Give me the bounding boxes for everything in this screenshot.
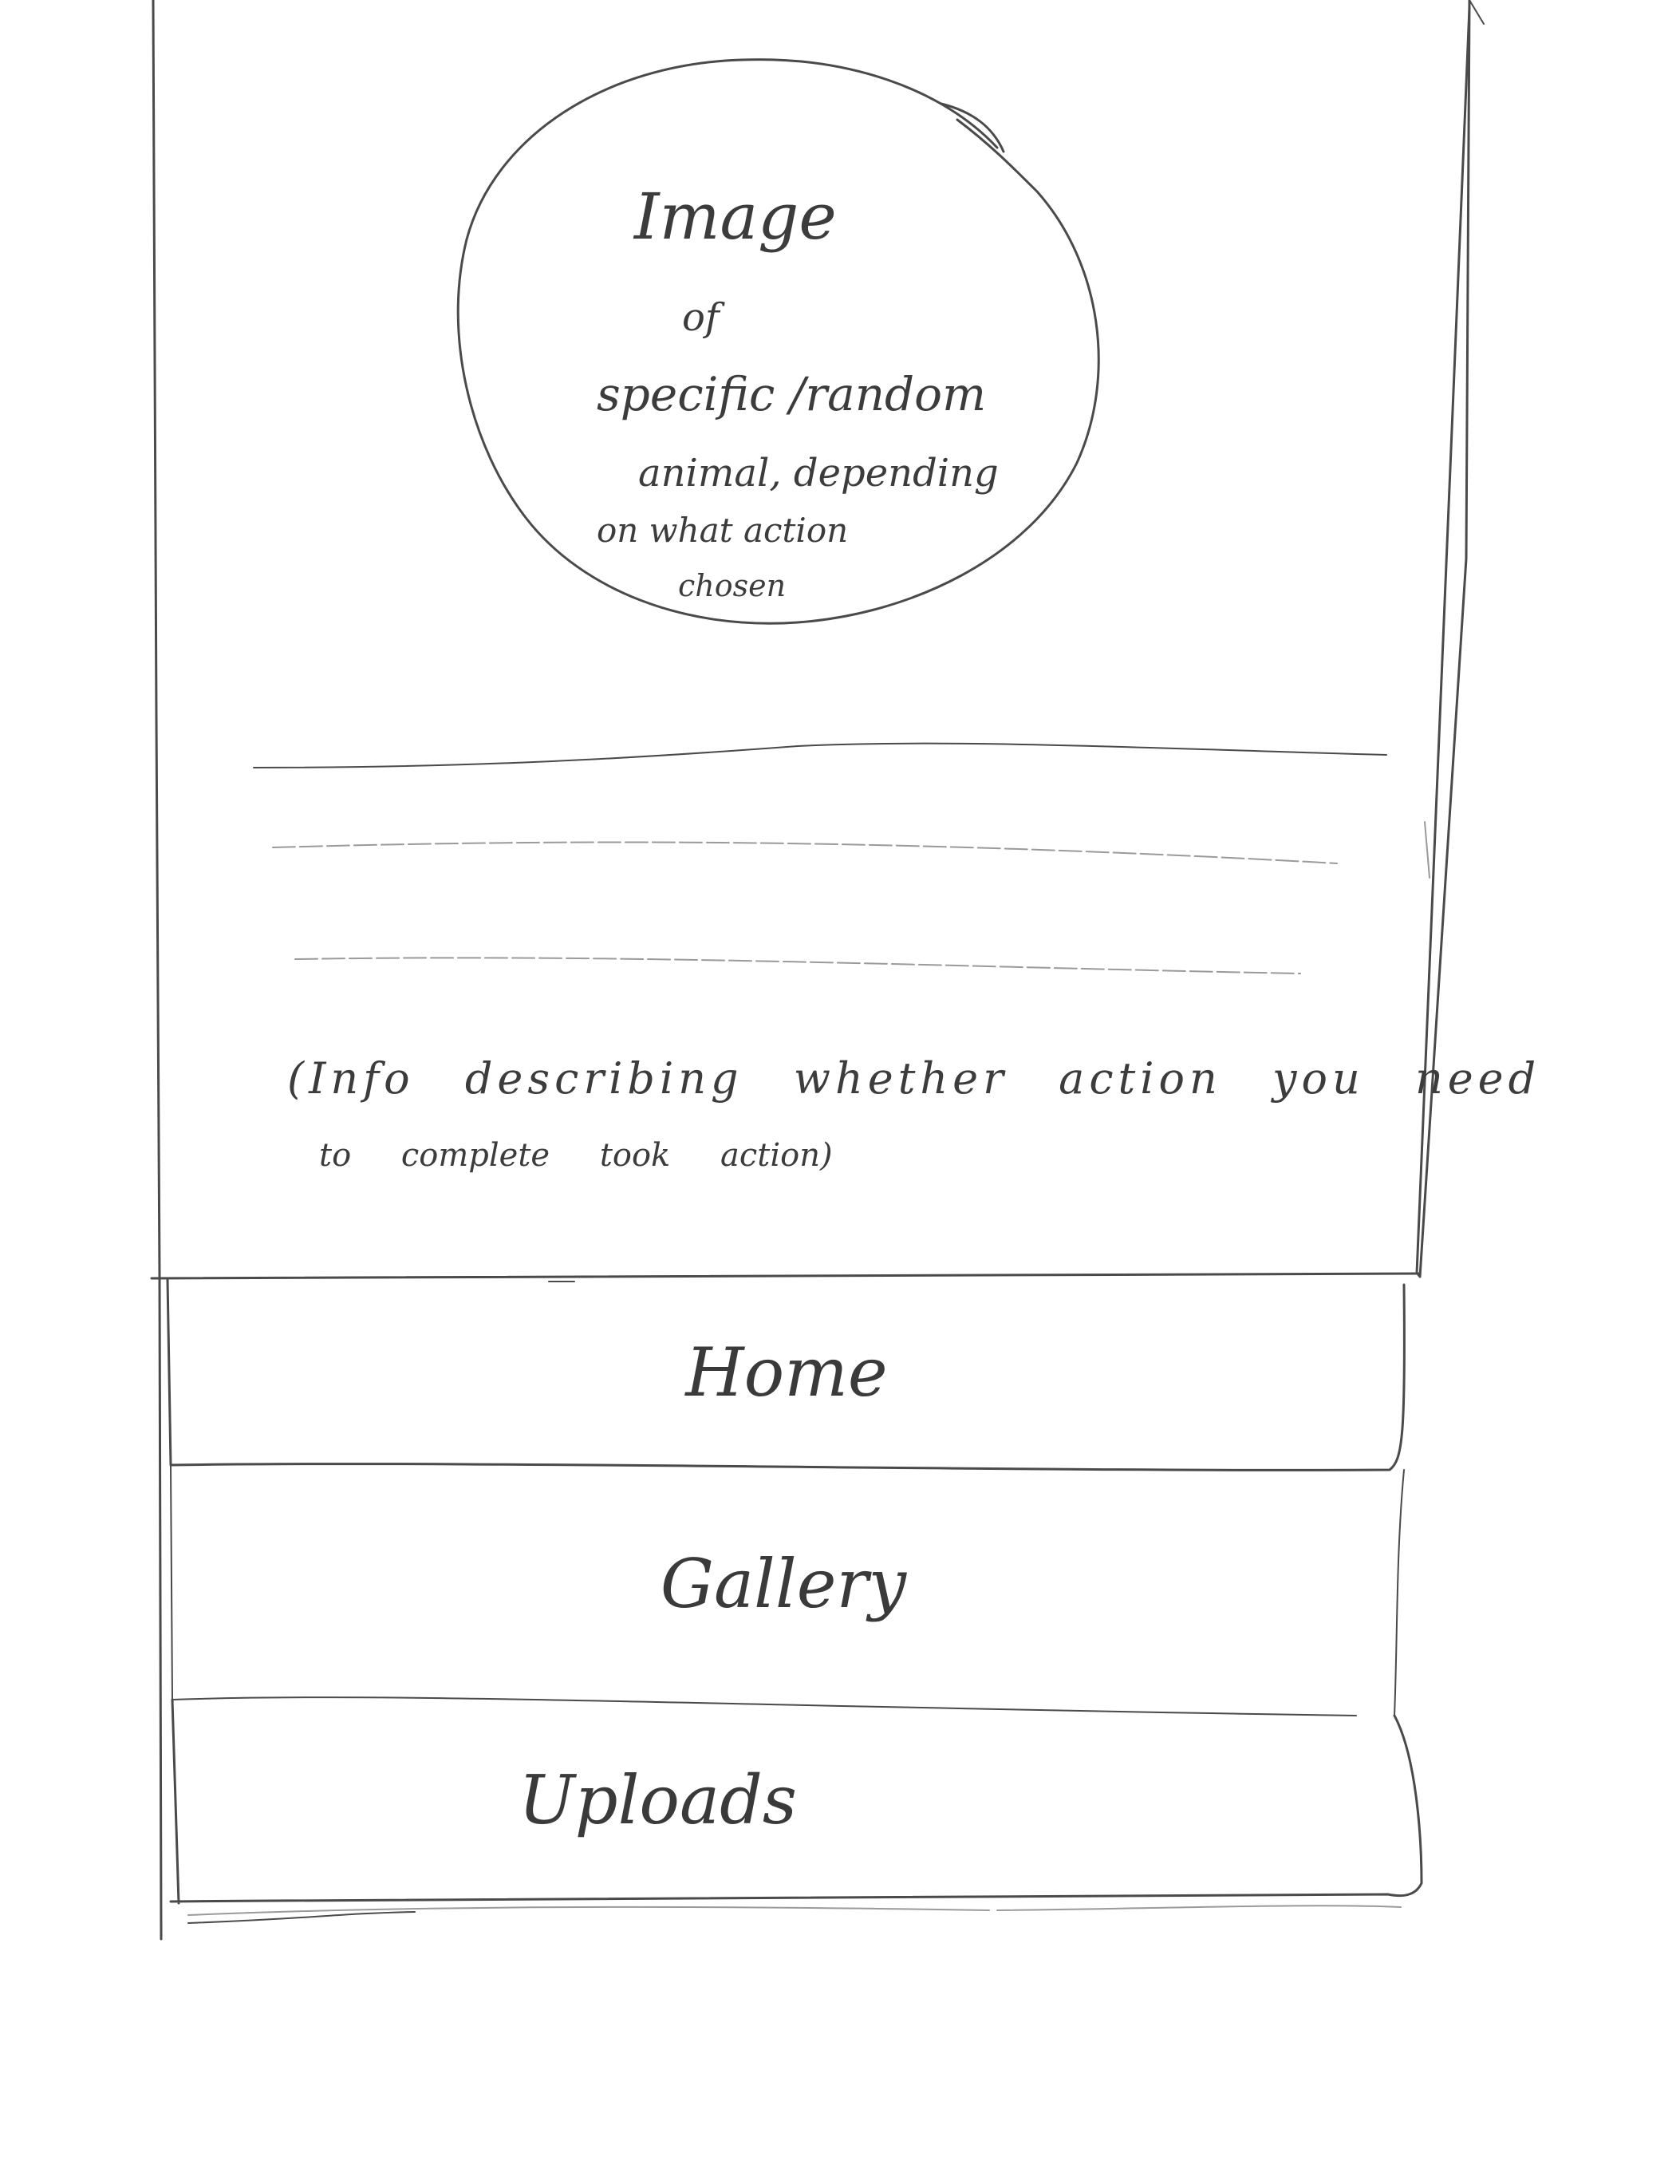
image-caption-line-4: animal, depending (638, 451, 999, 496)
image-caption-line-6: chosen (678, 568, 787, 603)
home-button-label: Home (685, 1333, 888, 1412)
gallery-button-label: Gallery (660, 1545, 907, 1623)
gallery-button[interactable] (172, 1468, 1394, 1700)
uploads-button[interactable] (175, 1704, 1292, 1896)
image-caption-line-3: specific /random (597, 367, 987, 421)
frame-left-edge (153, 0, 161, 1939)
placeholder-line-1 (254, 744, 1386, 768)
image-caption-line-5: on what action (597, 511, 849, 550)
image-caption-line-2: of (682, 295, 720, 340)
home-button[interactable] (171, 1282, 1402, 1463)
placeholder-line-2 (273, 842, 1337, 863)
info-text-line-1: (Info describing whether action you need (287, 1053, 1541, 1104)
image-caption-line-1: Image (634, 180, 837, 254)
placeholder-line-3 (295, 958, 1300, 974)
uploads-button-label: Uploads (519, 1761, 797, 1839)
info-text-line-2: to complete took action) (319, 1137, 833, 1174)
nav-separator (152, 1274, 1420, 1278)
